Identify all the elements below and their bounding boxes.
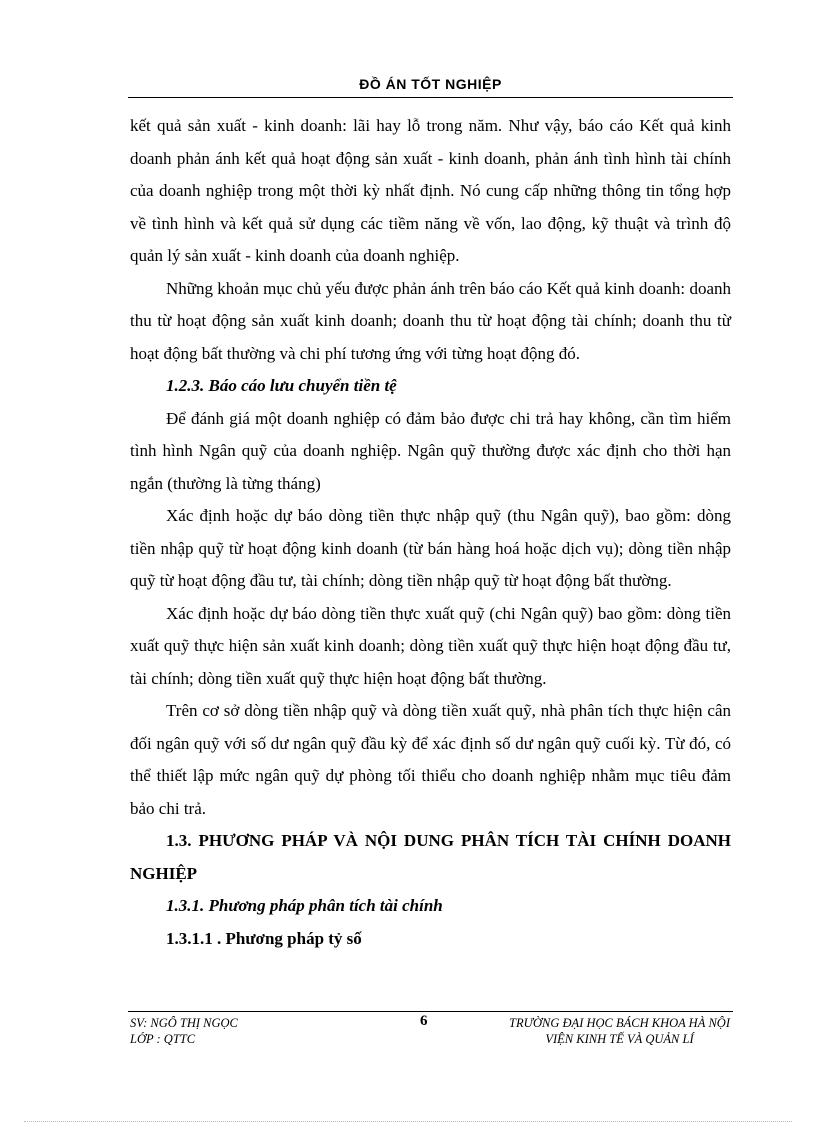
footer-school: TRƯỜNG ĐẠI HỌC BÁCH KHOA HÀ NỘI <box>509 1016 730 1030</box>
paragraph-income-items: Những khoản mục chủ yếu được phản ánh trên báo cáo Kết quả kinh doanh: doanh thu từ hoạt động sản xuất kinh doanh; doanh thu từ hoạt động tài chính; doanh thu từ hoạt động bất thường và chi phí tương ứng với từng hoạt động đó. <box>130 278 731 363</box>
paragraph-cash-outflow: Xác định hoặc dự báo dòng tiền thực xuất quỹ (chi Ngân quỹ) bao gồm: dòng tiền xuất quỹ thực hiện sản xuất kinh doanh; dòng tiền xuất quỹ thực hiện hoạt động đầu tư, tài chính; dòng tiền xuất quỹ thực hiện hoạt động bất thường. <box>130 603 731 688</box>
paragraph-treasury: Để đánh giá một doanh nghiệp có đảm bảo được chi trả hay không, cần tìm hiểm tình hình Ngân quỹ của doanh nghiệp. Ngân quỹ thường được xác định cho thời hạn ngắn (thường là từng tháng) <box>130 408 731 493</box>
heading-methods-content: 1.3. PHƯƠNG PHÁP VÀ NỘI DUNG PHÂN TÍCH TÀI CHÍNH DOANH NGHIỆP <box>130 831 731 883</box>
page-bottom-divider <box>24 1121 792 1122</box>
paragraph-treasury-balance: Trên cơ sở dòng tiền nhập quỹ và dòng tiền xuất quỹ, nhà phân tích thực hiện cân đối ngân quỹ với số dư ngân quỹ đầu kỳ để xác định số dư ngân quỹ cuối kỳ. Từ đó, có thể thiết lập mức ngân quỹ dự phòng tối thiểu cho doanh nghiệp nhằm mục tiêu đảm bảo chi trả. <box>130 701 731 818</box>
page-number: 6 <box>420 1013 428 1029</box>
header-rule <box>128 97 733 98</box>
footer-student-info <box>130 1015 238 1047</box>
header-title: ĐỒ ÁN TỐT NGHIỆP <box>359 76 502 92</box>
footer-institute: VIỆN KINH TẾ VÀ QUẢN LÍ <box>545 1032 694 1046</box>
heading-ratio-method: 1.3.1.1 . Phương pháp tỷ số <box>166 928 362 948</box>
heading-cash-flow-report: 1.2.3. Báo cáo lưu chuyển tiền tệ <box>166 376 397 395</box>
footer-student: SV: NGÔ THỊ NGỌC <box>130 1016 238 1030</box>
footer-rule <box>128 1011 733 1012</box>
footer-school-info <box>509 1015 730 1047</box>
paragraph-continuation: kết quả sản xuất - kinh doanh: lãi hay lỗ trong năm. Như vậy, báo cáo Kết quả kinh doanh phản ánh kết quả hoạt động sản xuất - kinh doanh, phản ánh tình hình tài chính của doanh nghiệp trong một thời kỳ nhất định. Nó cung cấp những thông tin tổng hợp về tình hình và kết quả sử dụng các tiềm năng về vốn, lao động, kỹ thuật và trình độ quản lý sản xuất - kinh doanh của doanh nghiệp. <box>130 116 731 265</box>
document-body <box>130 110 731 955</box>
footer-class: LỚP : QTTC <box>130 1032 196 1046</box>
paragraph-cash-inflow: Xác định hoặc dự báo dòng tiền thực nhập quỹ (thu Ngân quỹ), bao gồm: dòng tiền nhập quỹ từ hoạt động kinh doanh (từ bán hàng hoá hoặc dịch vụ); dòng tiền nhập quỹ từ hoạt động đầu tư, tài chính; dòng tiền nhập quỹ từ hoạt động bất thường. <box>130 506 731 590</box>
heading-analysis-methods: 1.3.1. Phương pháp phân tích tài chính <box>166 896 443 915</box>
